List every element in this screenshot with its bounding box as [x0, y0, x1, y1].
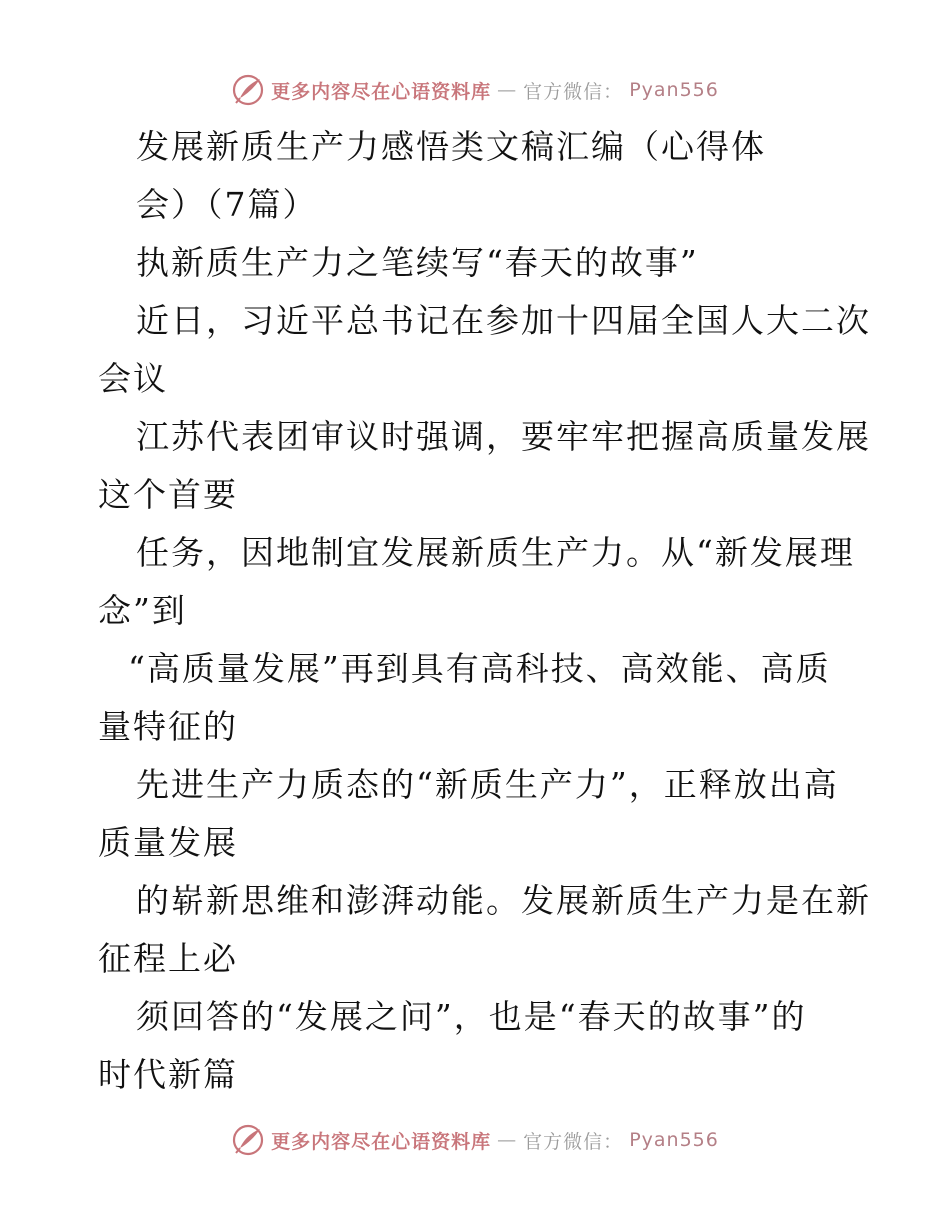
banner-wechat-label: 官方微信： [523, 80, 624, 103]
paragraph-line: 念”到 [98, 591, 187, 630]
paragraph-line: 须回答的“发展之问”，也是“春天的故事”的 [136, 997, 807, 1036]
paragraph-line: 先进生产力质态的“新质生产力”，正释放出高 [136, 765, 839, 804]
banner-text: 更多内容尽在心语资料库 [271, 1130, 492, 1153]
document-body [98, 118, 871, 1104]
banner-wechat-label: 官方微信： [523, 1130, 624, 1153]
banner-dash: — [497, 79, 518, 101]
banner-text: 更多内容尽在心语资料库 [271, 80, 492, 103]
paragraph-line: 时代新篇 [98, 1055, 238, 1094]
header-watermark-banner [0, 70, 950, 110]
paragraph-line: 的崭新思维和澎湃动能。发展新质生产力是在新 [136, 881, 871, 920]
banner-dash: — [497, 1129, 518, 1151]
paragraph-line: 会议 [98, 359, 168, 398]
paragraph-line: 江苏代表团审议时强调，要牢牢把握高质量发展 [136, 417, 871, 456]
paragraph-line: “高质量发展”再到具有高科技、高效能、高质 [128, 649, 831, 688]
paragraph-line: 近日，习近平总书记在参加十四届全国人大二次 [136, 301, 871, 340]
quill-pen-logo-icon [231, 73, 265, 107]
banner-wechat-id: Pyan556 [629, 79, 719, 101]
document-title-line-2: 会）（7篇） [136, 185, 318, 224]
paragraph-line: 任务，因地制宜发展新质生产力。从“新发展理 [136, 533, 855, 572]
paragraph-line: 征程上必 [98, 939, 238, 978]
paragraph-line: 量特征的 [98, 707, 238, 746]
article-title: 执新质生产力之笔续写“春天的故事” [136, 243, 699, 282]
document-title-line-1: 发展新质生产力感悟类文稿汇编（心得体 [136, 127, 766, 166]
paragraph-line: 质量发展 [98, 823, 238, 862]
banner-wechat-id: Pyan556 [629, 1129, 719, 1151]
footer-watermark-banner [0, 1120, 950, 1160]
quill-pen-logo-icon [231, 1123, 265, 1157]
paragraph-line: 这个首要 [98, 475, 238, 514]
